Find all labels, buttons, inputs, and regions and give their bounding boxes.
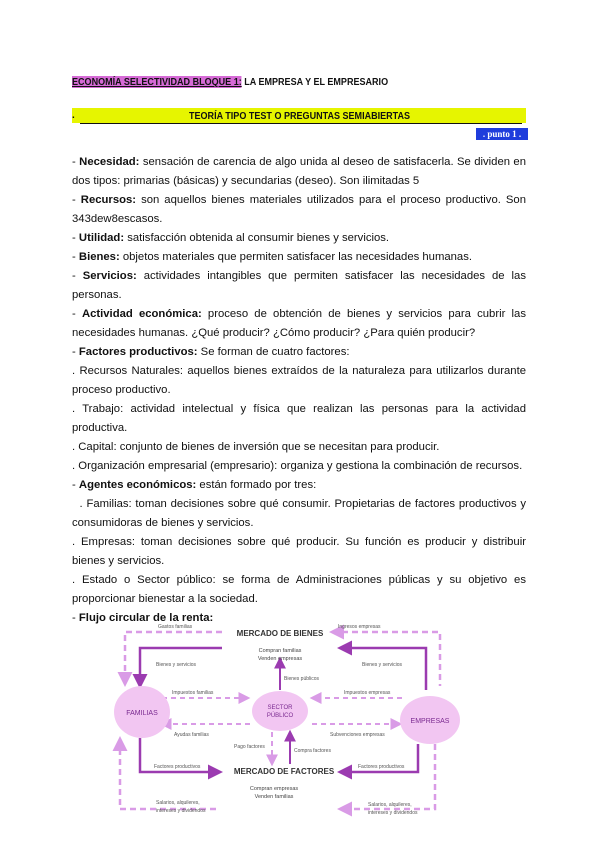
definition-paragraph: - Flujo circular de la renta: <box>72 612 214 624</box>
mercado-bienes-line: Venden empresas <box>257 656 303 662</box>
definition-paragraph: - Factores productivos: Se forman de cuatro factores: <box>72 346 350 358</box>
definition-paragraph: - Bienes: objetos materiales que permiten satisfacer las necesidades humanas. <box>72 251 472 263</box>
outer-money-flow <box>340 744 435 809</box>
definition-term: Bienes: <box>78 251 120 263</box>
flow-label: Factores productivos <box>154 764 201 770</box>
definition-term: Recursos: <box>80 194 137 206</box>
list-item: . Trabajo: actividad intelectual y física que realizan las personas para la actividad productiva. <box>72 403 526 434</box>
mercado-bienes-line: Compran familias <box>258 648 302 654</box>
flow-label: Factores productivos <box>358 764 405 770</box>
flow-label: Impuestos familias <box>172 690 214 696</box>
definition-term: Necesidad: <box>79 156 140 168</box>
list-item: . Capital: conjunto de bienes de inversión que se necesitan para producir. <box>72 441 440 453</box>
document-header <box>72 76 388 88</box>
flow-label: Bienes y servicios <box>156 662 197 668</box>
goods-flow <box>340 648 426 690</box>
flow-label: intereses y dividendos <box>368 810 418 816</box>
definition-term: Servicios: <box>82 270 137 282</box>
section-title-text: TEORÍA TIPO TEST O PREGUNTAS SEMIABIERTAS <box>189 110 411 122</box>
definition-term: Flujo circular de la renta: <box>78 612 214 624</box>
mercado-bienes-title: MERCADO DE BIENES <box>236 629 324 638</box>
definition-paragraph: - Actividad económica: proceso de obtención de bienes y servicios para cubrir las necesidades humanas. ¿Qué producir? ¿Cómo producir? ¿Para quién producir? <box>72 308 526 339</box>
familias-label: FAMILIAS <box>126 710 158 717</box>
mercado-factores-title: MERCADO DE FACTORES <box>233 767 335 776</box>
definition-paragraph: - Servicios: actividades intangibles que permiten satisfacer las necesidades de las personas. <box>72 270 526 301</box>
sector-label: PÚBLICO <box>266 713 294 719</box>
flow-label: intereses y dividendos <box>156 808 206 814</box>
definition-paragraph: - Agentes económicos: están formado por tres: <box>72 479 317 491</box>
header-highlight: ECONOMÍA SELECTIVIDAD BLOQUE 1: <box>72 76 242 88</box>
definition-paragraph: - Utilidad: satisfacción obtenida al consumir bienes y servicios. <box>72 232 390 244</box>
circular-flow-diagram <box>100 614 500 824</box>
flow-label: Impuestos empresas <box>344 690 391 696</box>
punto-badge: . punto 1 . <box>476 128 528 140</box>
mercado-factores-line: Venden familias <box>254 794 294 800</box>
list-item: . Estado o Sector público: se forma de Administraciones públicas y su objetivo es proporcionar bienestar a la sociedad. <box>72 574 526 605</box>
outer-money-flow <box>120 739 220 809</box>
flow-label: Salarios, alquileres, <box>368 802 412 808</box>
header-rest: LA EMPRESA Y EL EMPRESARIO <box>241 76 389 88</box>
flow-label: Pago factores <box>234 744 265 750</box>
definition-term: Factores productivos: <box>78 346 198 358</box>
flow-label: Salarios, alquileres, <box>156 800 200 806</box>
flow-label: Ayudas familias <box>174 732 209 738</box>
list-item: . Familias: toman decisiones sobre qué consumir. Propietarias de factores productivos y consumidoras de bienes y servicios. <box>72 498 530 529</box>
definition-term: Agentes económicos: <box>78 479 197 491</box>
flow-label: Bienes públicos <box>284 676 320 682</box>
flow-label: Gastos familias <box>158 624 193 630</box>
definition-term: Utilidad: <box>78 232 125 244</box>
list-item: . Recursos Naturales: aquellos bienes extraídos de la naturaleza para utilizarlos durante proceso productivo. <box>72 365 526 396</box>
empresas-label: EMPRESAS <box>410 718 450 725</box>
definition-paragraph: - Necesidad: sensación de carencia de algo unida al deseo de satisfacerla. Se dividen en dos tipos: primarias (básicas) y secundarias (deseo). Son ilimitadas 5 <box>72 156 526 187</box>
title-underline <box>80 123 522 124</box>
sector-publico-node <box>252 691 308 731</box>
flow-label: Compra factores <box>294 748 331 754</box>
flow-label: Ingresos empresas <box>338 624 381 630</box>
band-dot: . <box>72 110 75 121</box>
definitions-body <box>72 153 530 628</box>
list-item: . Organización empresarial (empresario): organiza y gestiona la combinación de recursos. <box>72 460 523 472</box>
flow-label: Bienes y servicios <box>362 662 403 668</box>
definition-term: Actividad económica: <box>81 308 202 320</box>
definition-paragraph: - Recursos: son aquellos bienes materiales utilizados para el proceso productivo. Son 343dew8escasos. <box>72 194 526 225</box>
list-item: . Empresas: toman decisiones sobre qué producir. Su función es producir y distribuir bienes y servicios. <box>72 536 526 567</box>
flow-label: Subvenciones empresas <box>330 732 385 738</box>
section-title <box>0 110 600 122</box>
mercado-factores-line: Compran empresas <box>249 786 299 792</box>
sector-label: SECTOR <box>267 705 293 711</box>
outer-money-flow <box>332 632 440 686</box>
